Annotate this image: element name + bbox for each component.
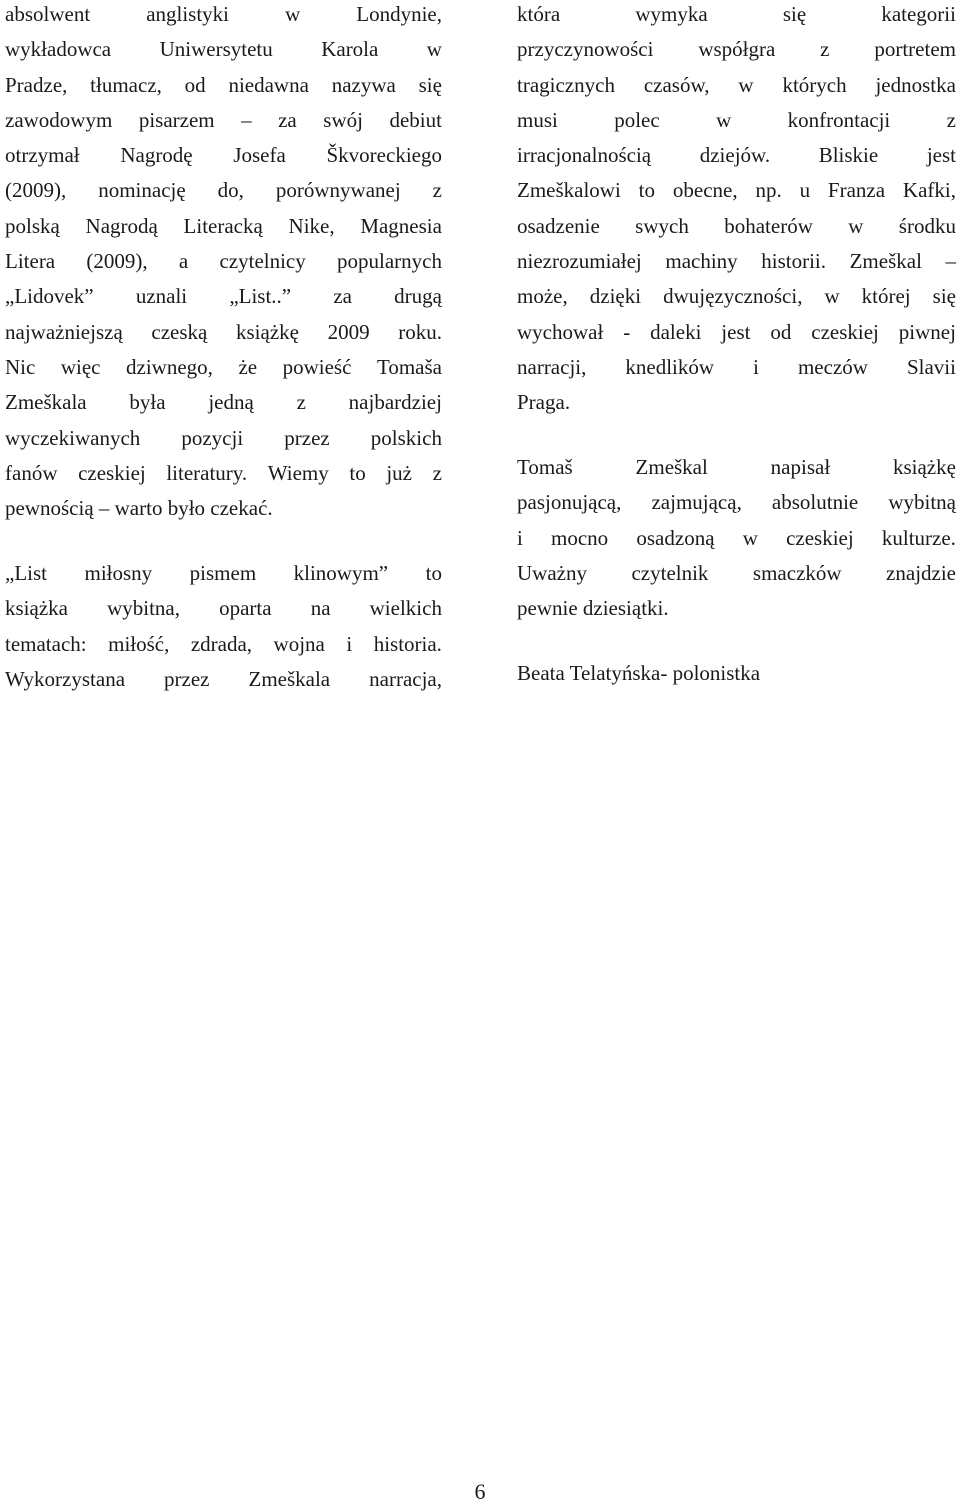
left-column	[5, 0, 442, 700]
text-line: otrzymał Nagrodę Josefa Škvoreckiego	[5, 143, 442, 168]
text-line: polską Nagrodą Literacką Nike, Magnesia	[5, 213, 442, 238]
text-line: Pradze, tłumacz, od niedawna nazywa się	[5, 72, 442, 97]
right-column	[517, 0, 956, 694]
text-line: wykładowca Uniwersytetu Karola w	[5, 37, 442, 62]
text-line: irracjonalnością dziejów. Bliskie jest	[517, 143, 956, 168]
text-line: najważniejszą czeską książkę 2009 roku.	[5, 319, 442, 344]
left-paragraph-1	[5, 0, 442, 529]
right-paragraph-2	[517, 453, 956, 629]
author-signature: Beata Telatyńska- polonistka	[517, 661, 761, 686]
text-line: Zmeškalowi to obecne, np. u Franza Kafki,	[517, 178, 956, 203]
text-line: Uważny czytelnik smaczków znajdzie	[517, 560, 956, 585]
page-number: 6	[474, 1479, 486, 1504]
text-line: tematach: miłość, zdrada, wojna i historia.	[5, 631, 442, 656]
text-line: tragicznych czasów, w których jednostka	[517, 72, 956, 97]
text-line: narracji, knedlików i meczów Slavii	[517, 354, 956, 379]
text-line: musi polec w konfrontacji z	[517, 107, 956, 132]
text-line-last: pewnością – warto było czekać.	[5, 496, 273, 521]
text-line: która wymyka się kategorii	[517, 2, 956, 26]
text-line: wychował - daleki jest od czeskiej piwnej	[517, 319, 956, 344]
text-line: niezrozumiałej machiny historii. Zmeškal –	[517, 249, 956, 274]
text-line: „Lidovek” uznali „List..” za drugą	[5, 284, 442, 309]
text-line: absolwent anglistyki w Londynie,	[5, 2, 442, 26]
text-line-last: Praga.	[517, 390, 571, 415]
text-line: może, dzięki dwujęzyczności, w której się	[517, 284, 956, 309]
text-line: osadzenie swych bohaterów w środku	[517, 213, 956, 238]
text-line: Litera (2009), a czytelnicy popularnych	[5, 249, 442, 274]
text-line: i mocno osadzoną w czeskiej kulturze.	[517, 525, 956, 550]
text-line: pasjonującą, zajmującą, absolutnie wybitną	[517, 490, 956, 515]
text-line: fanów czeskiej literatury. Wiemy to już z	[5, 460, 442, 485]
text-line: Wykorzystana przez Zmeškala narracja,	[5, 666, 442, 691]
left-paragraph-2	[5, 559, 442, 700]
text-line: zawodowym pisarzem – za swój debiut	[5, 107, 442, 132]
text-line: przyczynowości współgra z portretem	[517, 37, 956, 62]
text-line: Tomaš Zmeškal napisał książkę	[517, 455, 956, 480]
text-line: wyczekiwanych pozycji przez polskich	[5, 425, 442, 450]
text-line-last: pewnie dziesiątki.	[517, 596, 669, 621]
text-line: Nic więc dziwnego, że powieść Tomaša	[5, 354, 442, 379]
right-paragraph-1	[517, 0, 956, 424]
text-line: (2009), nominację do, porównywanej z	[5, 178, 442, 203]
text-line: książka wybitna, oparta na wielkich	[5, 596, 442, 621]
text-line: Zmeškala była jedną z najbardziej	[5, 390, 442, 415]
text-line: „List miłosny pismem klinowym” to	[5, 560, 442, 585]
